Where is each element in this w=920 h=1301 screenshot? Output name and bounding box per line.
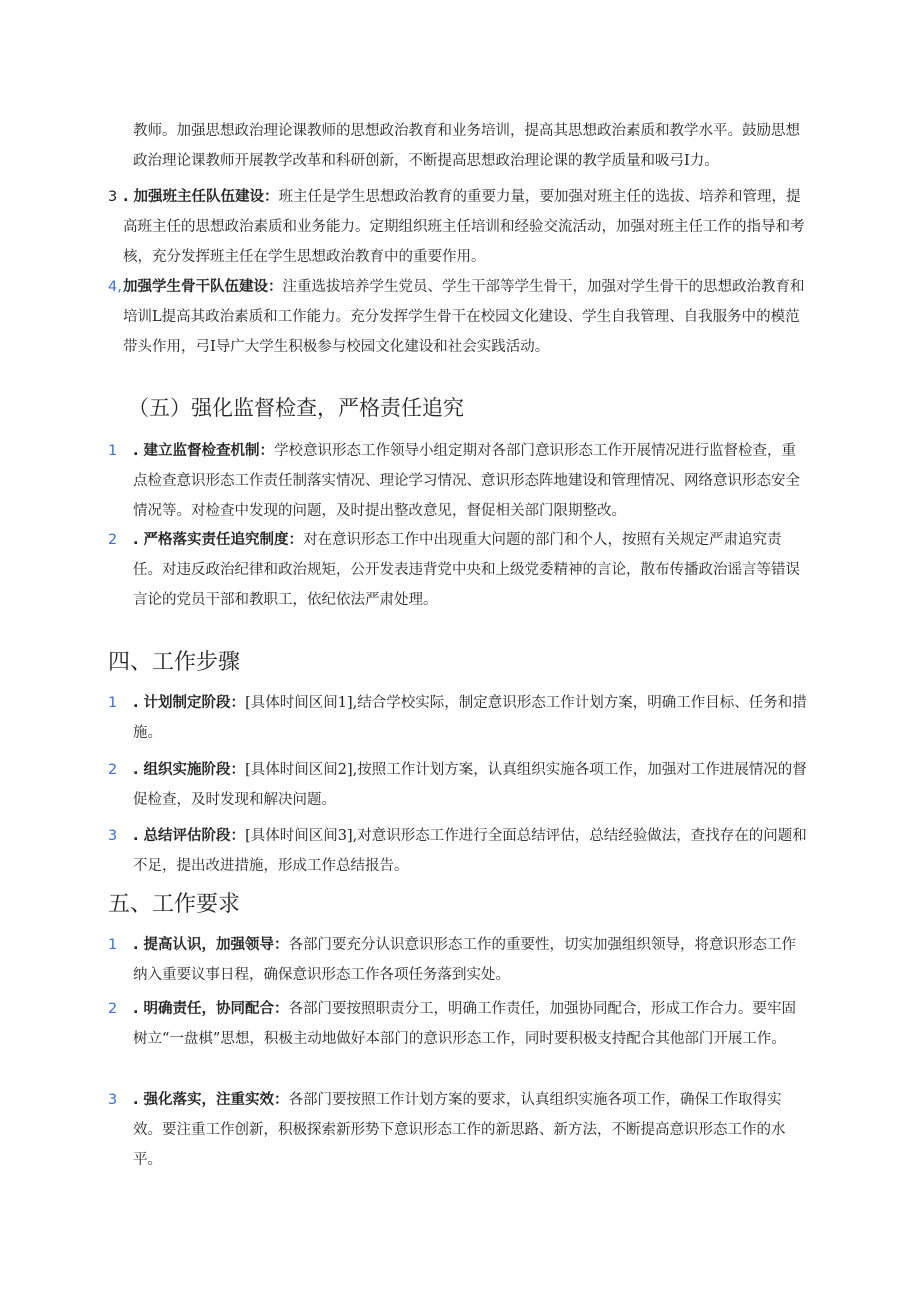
item-text: 对在意识形态工作中出现重大问题的部门和个人，按照有关规定严肃追究责任。对违反政治纪律和政治规矩，公开发表违背党中央和上级党委精神的言论，散布传播政治谣言等错误言论的党员干部和教职工，依纪依法严肃处理。 [133, 532, 800, 608]
item-lead: . 建立监督检查机制： [133, 443, 275, 459]
top-paragraph: 教师。加强思想政治理论课教师的思想政治教育和业务培训，提高其思想政治素质和教学水平。鼓励思想政治理论课教师开展教学改革和科研创新，不断提高思想政治理论课的教学质量和吸弓I力。 [133, 123, 800, 169]
list-item [108, 688, 808, 748]
item-number: 1 [108, 443, 118, 459]
item-number: 2 [108, 762, 118, 778]
list-item [108, 436, 808, 526]
list-item-student-backbone [108, 272, 808, 362]
item-lead: 加强学生骨干队伍建设： [123, 279, 283, 295]
item-text: [具体时间区间3],对意识形态工作进行全面总结评估，总结经验做法，查找存在的问题和不足，提出改进措施，形成工作总结报告。 [133, 828, 807, 874]
list-item [108, 821, 808, 881]
item-text: 班主任是学生思想政治教育的重要力量，要加强对班主任的选拔、培养和管理，提高班主任的思想政治素质和业务能力。定期组织班主任培训和经验交流活动，加强对班主任工作的指导和考核，充分发挥班主任在学生思想政治教育中的重要作用。 [123, 189, 805, 265]
list-item [108, 755, 808, 815]
list-item [108, 525, 808, 615]
item-text: 各部门要按照职责分工，明确工作责任，加强协同配合，形成工作合力。要牢固树立“一盘棋”思想，积极主动地做好本部门的意识形态工作，同时要积极支持配合其他部门开展工作。 [133, 1001, 797, 1047]
item-lead: . 组织实施阶段： [133, 762, 246, 778]
item-lead: . 总结评估阶段： [133, 828, 246, 844]
item-number: 3 [108, 828, 118, 844]
item-number: 1 [108, 695, 118, 711]
item-text: 各部门要按照工作计划方案的要求，认真组织实施各项工作，确保工作取得实效。要注重工作创新，积极探索新形势下意识形态工作的新思路、新方法，不断提高意识形态工作的水平。 [133, 1092, 786, 1168]
item-text: [具体时间区间1],结合学校实际，制定意识形态工作计划方案，明确工作目标、任务和措施。 [133, 695, 807, 741]
item-lead: . 明确责任，协同配合： [133, 1001, 289, 1017]
section-heading-requirements: 五、工作要求 [108, 892, 241, 917]
item-text: 学校意识形态工作领导小组定期对各部门意识形态工作开展情况进行监督检查，重点检查意识形态工作责任制落实情况、理论学习情况、意识形态阵地建设和管理情况、网络意识形态安全情况等。对检查中发现的问题，及时提出整改意见，督促相关部门限期整改。 [133, 443, 800, 519]
list-item [108, 1085, 808, 1175]
item-number: 1 [108, 937, 118, 953]
list-item-head-teacher [108, 182, 808, 272]
item-text: 各部门要充分认识意识形态工作的重要性，切实加强组织领导，将意识形态工作纳入重要议事日程，确保意识形态工作各项任务落到实处。 [133, 937, 797, 983]
item-number: 2 [108, 532, 118, 548]
item-number: 2 [108, 1001, 118, 1017]
item-lead: . 提高认识，加强领导： [133, 937, 289, 953]
list-item [108, 930, 808, 990]
item-number: 3 [108, 189, 118, 205]
item-lead: . 强化落实，注重实效： [133, 1092, 289, 1108]
item-text: 注重选拔培养学生党员、学生干部等学生骨干，加强对学生骨干的思想政治教育和培训L提高其政治素质和工作能力。充分发挥学生骨干在校园文化建设、学生自我管理、自我服务中的模范带头作用，弓I导广大学生积极参与校园文化建设和社会实践活动。 [123, 279, 805, 355]
section-subheading: （五）强化监督检查，严格责任追究 [128, 396, 464, 420]
section-heading-steps: 四、工作步骤 [108, 650, 241, 675]
item-number: 3 [108, 1092, 118, 1108]
list-item [108, 994, 808, 1054]
item-number: 4, [108, 279, 122, 295]
item-text: [具体时间区间2],按照工作计划方案，认真组织实施各项工作，加强对工作进展情况的督促检查，及时发现和解决问题。 [133, 762, 807, 808]
item-lead: . 加强班主任队伍建设： [123, 189, 279, 205]
item-lead: . 严格落实责任追究制度： [133, 532, 304, 548]
item-lead: . 计划制定阶段： [133, 695, 246, 711]
